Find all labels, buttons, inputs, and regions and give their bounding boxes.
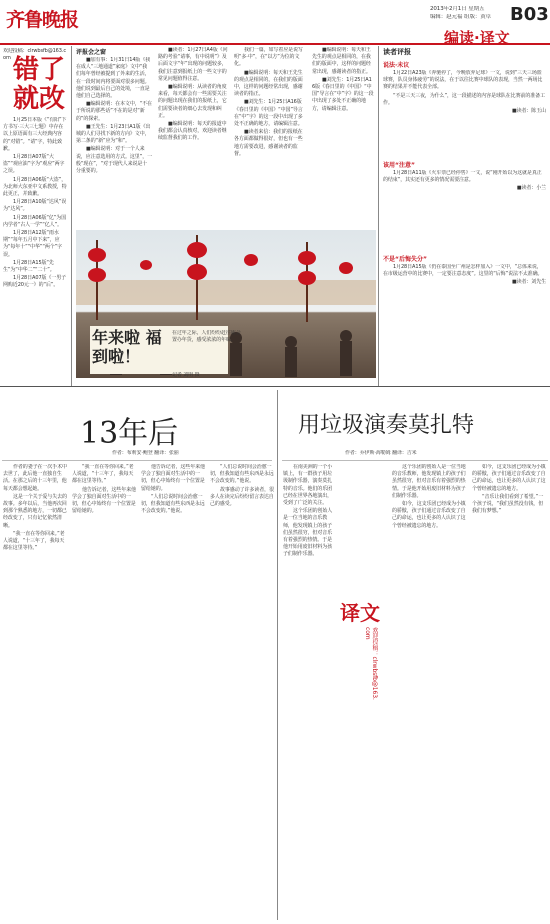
story2-col — [283, 464, 335, 919]
story-paragraph: “人们总说时间会治愈一切，但我知道有些东西是永远不会改变的。”他说。 — [141, 493, 205, 515]
photo-caption-title: 年来啦 福到啦！ — [92, 328, 162, 366]
review-paragraph: ■编辑说明：从读者的角度来看，每天都会有一些需要关注的问题出现在我们的报纸上，它们需要读者的细心去发现和纠正。 — [158, 84, 227, 119]
story1-col — [210, 464, 274, 919]
review-paragraph: ■刘先生：1月25日A16版《春日里的《中国》“中国”导言在“中”字》的这一段中出现了多处不正确的地方，请编辑注意。 — [234, 99, 303, 128]
story-paragraph: “我一直在等你回来。”老人说道，“十三年了，我每天都在这里等待。” — [72, 464, 134, 485]
review-body — [383, 264, 546, 379]
translation-label: 译文 — [340, 601, 380, 625]
translation-label-box — [338, 585, 388, 705]
review-author: ■读者：陈玉山 — [511, 108, 546, 115]
column-byline: 欢迎投稿：clrwbsfb@163.com — [3, 48, 66, 62]
correction-item: 1月28日A06版“亿”为国内学者“古人一学”“亿人”。 — [3, 214, 67, 228]
review-body — [383, 70, 546, 156]
reader-review-heading: 读者评报 — [383, 48, 411, 56]
correction-item: 1月28日A15版“先生”为“中华二”“二十”。 — [3, 259, 55, 274]
header-rule — [0, 43, 550, 45]
review-subheading: 说法·未议 — [383, 62, 410, 69]
correction-item: 1月28日A07版“大盗”“观应油”字为“观应”两字之误。 — [3, 154, 65, 175]
review-paragraph: “不是三天三夜，为什么”，这一段描述的内容是球队在比赛前的准备工作。 — [383, 92, 545, 106]
story-paragraph: 他告诉记者，这些年来他学会了独自面对生活中的一切，但心中始终有一个位置是留给她的。 — [72, 486, 136, 515]
review-author: ■读者：刘先生 — [511, 279, 546, 286]
story-paragraph: 如今，这支乐团已经成为小镇的骄傲，孩子们通过音乐改变了自己的命运，也让更多的人认识了这个曾经被遗忘的地方。 — [392, 501, 466, 529]
story2-col — [392, 464, 466, 919]
review-paragraph: ■读者来信：我们的报纸在各方面都做得很好，但也有一些地方需要改进，感谢读者的监督。 — [234, 129, 303, 157]
story1-col — [3, 464, 67, 919]
review-subheading: 该用“注意” — [383, 162, 415, 169]
review-paragraph: ■刘先生：1月25日A16版《春日里的《中国》“中国”导言在“中”字》的这一段中出现了多处不正确的地方，请编辑注意。 — [312, 76, 374, 112]
review-paragraph: ■加有事：1月31日14版《我在成人“三地通道”家庭》文中“我们每年曾经被提到了外来的生活，在一段时间内将要面对很多问题。他们说到最后自己的处境，一直是他们自己选择的。 — [76, 57, 151, 100]
photo-credit: 记者 刘明 摄 — [172, 372, 200, 378]
review-paragraph: ■编辑说明：每天和王先生的观点是相同的，在我们的版面中，这样的问题经常出现，感谢读者的指正。 — [234, 69, 303, 98]
review-paragraph: ■编辑说明：每天和王先生的观点是相同的，在我们的版面中，这样的问题经常出现，感谢读者的指正。 — [312, 47, 371, 75]
section-title: 编读·译文 — [444, 29, 510, 47]
editor-line: 编辑：赵元福 组版：黄卓 — [430, 14, 492, 20]
review-column — [76, 57, 152, 227]
review-column — [312, 47, 374, 227]
correction-item: 1月28日A12版“雨水期”“每年五月中下来”，应为“每年十”“中华”“两个”字误。 — [3, 230, 63, 258]
story2-title: 用垃圾演奏莫扎特 — [298, 413, 475, 438]
newspaper-logo: 齐鲁晚报 — [6, 9, 79, 31]
story2-byline: 作者：乔伊斯·海勒姆 翻译：吉米 — [345, 450, 417, 456]
submission-email: 欢迎投稿：clrwbsfb@163.com — [363, 627, 378, 700]
story1-col — [141, 464, 205, 919]
story-paragraph: 这是一个关于爱与失去的故事。多年以后，当他再次回到那个熟悉的地方，一切都已经改变了，只有记忆依然清晰。 — [3, 493, 67, 529]
story1-col — [72, 464, 136, 919]
correction-title-line1: 错了 — [13, 55, 66, 85]
story-paragraph: 作者的妻子在一次手术中去世了，此后他一直独自生活。在那之后的十三年里，他每天都会想起她。 — [3, 464, 67, 492]
story-paragraph: 这个乐团的创始人是一位当地的音乐教师，他发现镇上的孩子们虽然很穷，但对音乐有着强烈的热情。于是他开始用废旧材料为孩子们制作乐器。 — [283, 508, 333, 558]
correction-item: 1月28日A07版《一男子网购近20元一》的“后”。 — [3, 275, 67, 289]
story1-byline: 作者：布莉安·鲍登 翻译：张丽 — [112, 450, 179, 456]
story2-col — [472, 464, 547, 919]
correction-item: 1月28日A10版“达风”误为“达风”。 — [3, 199, 67, 213]
story1-rule — [2, 460, 272, 461]
column-heading: 评报会之窗 — [76, 49, 107, 56]
review-paragraph: 1月28日A15版《仍在泰国至广州是怎样加入》一文中，“总体来说，在市级运营中的比赛中，一定要注意态度”。这里的“后悔”说法不太准确。 — [383, 264, 543, 278]
story-paragraph: 他告诉记者，这些年来他学会了独自面对生活中的一切，但心中始终有一个位置是留给她的。 — [141, 464, 205, 492]
review-column — [158, 47, 228, 227]
review-paragraph: 1月22日A23版《奔驰停了，今晚放弃足球》一文，说到“三天三场篮球赛，队员身体疲劳”的说法，在于以往比赛中球队的表现，当然一两场比赛的结果并不能代表全部。 — [383, 70, 543, 91]
story-paragraph: 在南美洲的一个小镇上，有一群孩子用垃圾制作乐器，演奏莫扎特的音乐。他们的乐团已经在世界各地演出，受到了广泛的关注。 — [283, 464, 333, 507]
review-subheading: 不是“后悔失分” — [383, 256, 427, 263]
section-divider — [0, 386, 550, 387]
column-divider — [71, 46, 72, 386]
correction-title-line2: 就改 — [13, 84, 66, 114]
story-paragraph: “人们总说时间会治愈一切，但我知道有些东西是永远不会改变的。”他说。 — [210, 464, 274, 485]
photo-caption-body: 在过年之际，人们纷纷赶往庙会置办年货，感受浓浓的年味。 — [172, 330, 241, 344]
correction-list — [3, 117, 68, 379]
correction-item: 1月28日A06版“大盗”，为北师大东亚中文系教授，特此更正，并致歉。 — [3, 176, 67, 198]
review-paragraph: 1月28日A11版《火车票已经停售》一文，说“刚开始以为这就是真正的结束”，其实还有更多的情况需要注意。 — [383, 170, 542, 184]
review-paragraph: ■王先生：1月23日A1版《出城的人们寻找下新的方向》文中，第二条的“新”应为“和”。 — [76, 123, 151, 145]
page-number: B03 — [510, 4, 549, 25]
correction-item: 1月25日本版《“有阳”下方书写·三大三七题》中存在以上原语面有三大经典内容的“对错”。“请”字，特此致歉。 — [3, 117, 67, 152]
review-paragraph: 我们一篇，如写着应是说写明“多·中”，在“以方”为位的文化。 — [234, 47, 303, 68]
issue-date: 2013年2月1日 星期五 — [430, 6, 485, 12]
review-paragraph: ■编辑说明：在本文中，“不在于所说的那些话”不在的是对“新的”的探索。 — [76, 101, 152, 122]
review-paragraph: ■读者：1月27日A4版《问路的考验“请事，有中说明”》及后面文字“年”出现的问题较多，我们注意到报纸上的一些文字的常见问题值得注意。 — [158, 47, 228, 82]
story-paragraph: 如今，这支乐团已经成为小镇的骄傲，孩子们通过音乐改变了自己的命运，也让更多的人认识了这个曾经被遗忘的地方。 — [472, 464, 546, 492]
story2-rule — [282, 460, 548, 461]
review-paragraph: ■编辑说明：对于一个人来说，应注意选用的方式。这里”，一般“现在”，“对于现代人来说是十分重要的。 — [76, 146, 152, 175]
story1-title: 13年后 — [80, 416, 179, 451]
story-paragraph: 这个乐团的创始人是一位当地的音乐教师，他发现镇上的孩子们虽然很穷，但对音乐有着强烈的热情。于是他开始用废旧材料为孩子们制作乐器。 — [392, 464, 466, 499]
column-divider — [378, 46, 379, 386]
story-paragraph: “音乐让我们看到了希望。”一个孩子说，“我们虽然没有钱，但我们有梦想。” — [472, 493, 544, 515]
review-column — [234, 47, 304, 227]
column-divider — [277, 390, 278, 920]
story-paragraph: “我一直在等你回来。”老人说道，“十三年了，我每天都在这里等待。” — [3, 530, 65, 552]
review-paragraph: ■编辑说明：每天的报道中我们都会认真核对，欢迎读者继续监督我们的工作。 — [158, 121, 227, 142]
review-body — [383, 170, 546, 250]
story-paragraph: 故事感动了许多读者，很多人在读完后纷纷留言表达自己的感受。 — [210, 486, 274, 508]
review-author: ■读者：小兰 — [516, 185, 546, 192]
